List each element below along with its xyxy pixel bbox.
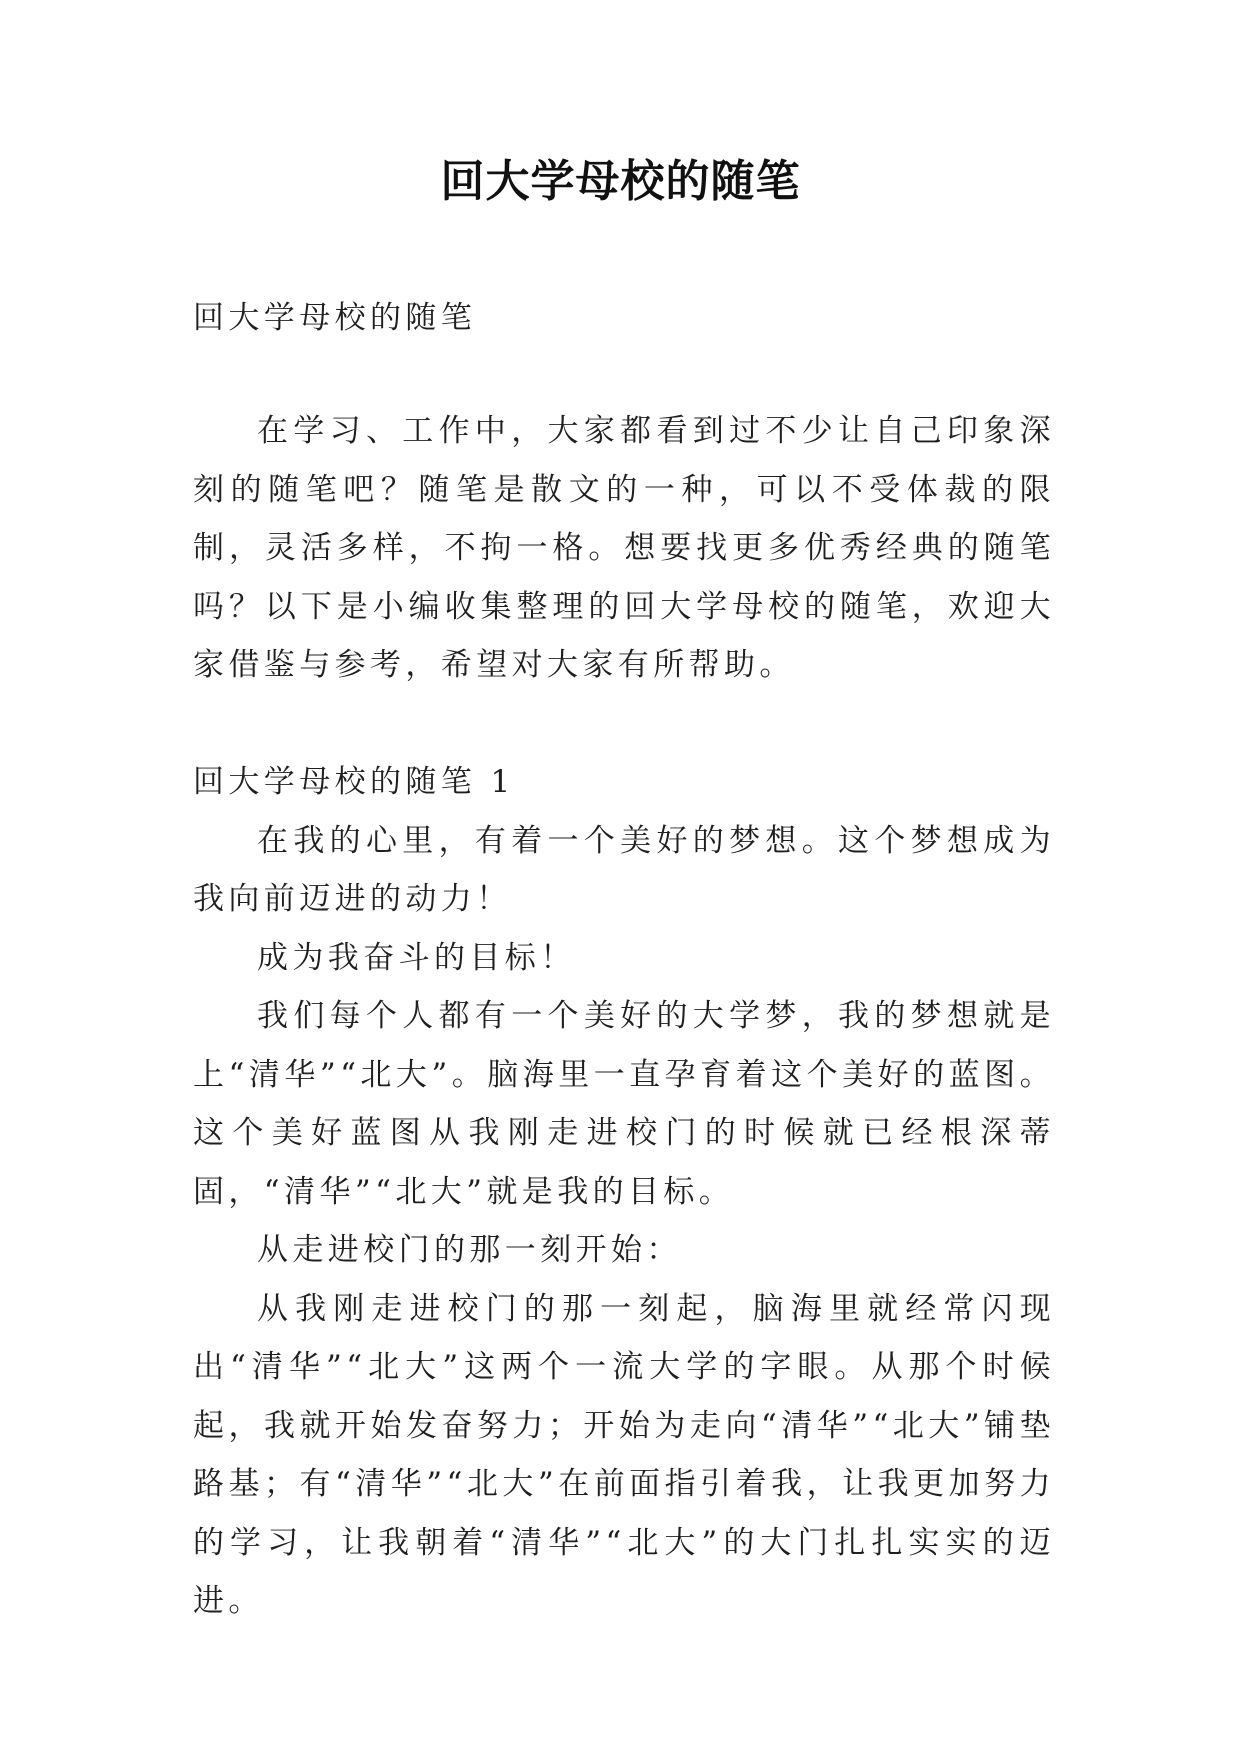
document-title: 回大学母校的随笔 <box>440 156 801 207</box>
section-heading: 回大学母校的随笔 1 <box>193 764 515 800</box>
section-1 <box>193 753 1055 1631</box>
document-subtitle: 回大学母校的随笔 <box>193 300 477 336</box>
paragraph: 从走进校门的那一刻开始： <box>257 1232 682 1268</box>
paragraph: 从我刚走进校门的那一刻起，脑海里就经常闪现出“清华”“北大”这两个一流大学的字眼。从那个时候起，我就开始发奋努力；开始为走向“清华”“北大”铺垫路基；有“清华”“北大”在前面指引着我，让我更加努力的学习，让我朝着“清华”“北大”的大门扎扎实实的迈进。 <box>193 1290 1055 1619</box>
paragraph: 成为我奋斗的目标！ <box>257 939 576 976</box>
paragraph: 在我的心里，有着一个美好的梦想。这个梦想成为我向前迈进的动力！ <box>193 822 1055 917</box>
intro-paragraph: 在学习、工作中，大家都看到过不少让自己印象深刻的随笔吧？随笔是散文的一种，可以不受体裁的限制，灵活多样，不拘一格。想要找更多优秀经典的随笔吗？以下是小编收集整理的回大学母校的随笔，欢迎大家借鉴与参考，希望对大家有所帮助。 <box>193 413 1055 683</box>
paragraph: 我们每个人都有一个美好的大学梦，我的梦想就是上“清华”“北大”。脑海里一直孕育着这个美好的蓝图。这个美好蓝图从我刚走进校门的时候就已经根深蒂固，“清华”“北大”就是我的目标。 <box>193 998 1055 1210</box>
